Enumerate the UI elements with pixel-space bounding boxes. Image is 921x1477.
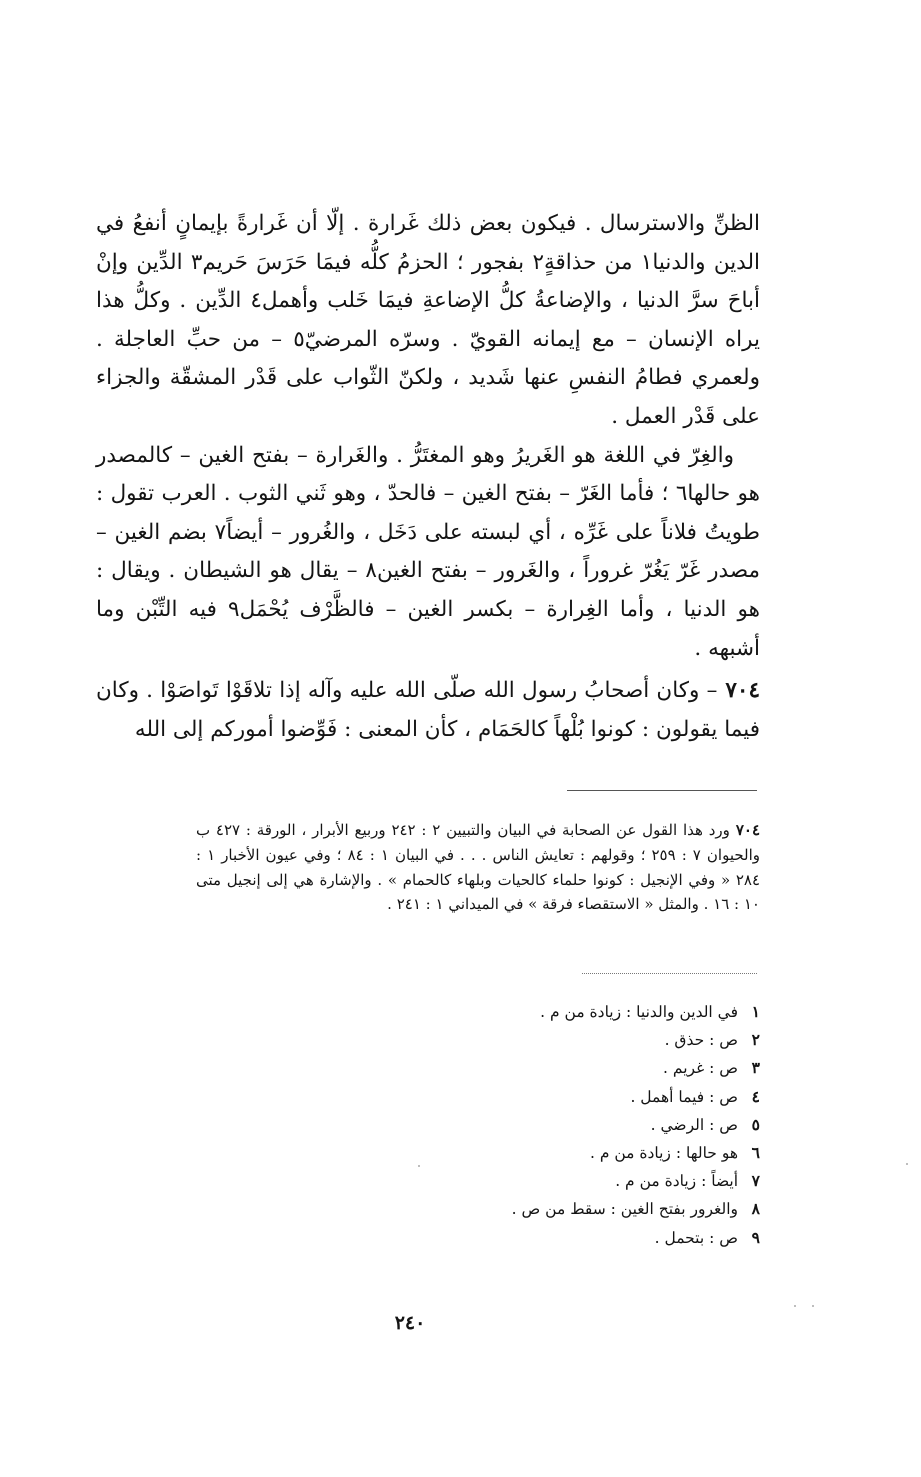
footnote-number: ٣ <box>751 1058 760 1078</box>
footnote-number: ٩ <box>751 1227 760 1247</box>
footnote-number: ٨ <box>751 1199 760 1219</box>
footnote-item <box>380 1139 760 1167</box>
footnote-number: ٧ <box>751 1171 760 1191</box>
entry-number: ٧٠٤ <box>725 678 760 704</box>
footnote-text: ص : بتحمل . <box>654 1228 738 1247</box>
footnote-text: هو حالها : زيادة من م . <box>589 1144 738 1163</box>
footnote-item <box>380 1224 760 1252</box>
footnote-item <box>380 1195 760 1223</box>
source-note <box>196 818 760 917</box>
footnote-text: ص : الرضي . <box>650 1115 738 1134</box>
page-number: ٢٤٠ <box>394 1312 426 1334</box>
scan-speck <box>906 1163 908 1165</box>
footnote-item <box>380 1167 760 1195</box>
scan-speck <box>812 1305 814 1307</box>
footnote-text: ص : حذق . <box>664 1031 738 1050</box>
footnote-number: ٦ <box>751 1143 760 1163</box>
footnote-text: ص : فيما أهمل . <box>630 1087 738 1106</box>
footnote-number: ٢ <box>751 1030 760 1050</box>
footnote-number: ١ <box>751 1002 760 1021</box>
paragraph-3-text: – وكان أصحابُ رسول الله صلّى الله عليه وآله إذا تلاقَوْا تَواصَوْا . وكان فيما يقولون : كونوا بُلْهاً كالحَمَام ، كأن المعنى : فَوِّضوا أموركم إلى الله <box>96 678 760 742</box>
paragraph-2: والغِرّ في اللغة هو الغَريرُ وهو المغتَرُّ . والغَرارة – بفتح الغين – كالمصدر هو حالها٦ ؛ فأما الغَرّ – بفتح الغين – فالحدّ ، وهو ثَني الثوب . العرب تقول : طويتُ فلاناً على غَرِّه ، أي لبسته على دَخَل ، والغُرور – أيضاً٧ بضم الغين – مصدر غَرّ يَغُرّ غروراً ، والغَرور – بفتح الغين٨ – يقال هو الشيطان . ويقال : هو الدنيا ، وأما الغِرارة – بكسر الغين – فالظَّرْف يُحْمَل٩ فيه التِّبْن وما أشبهه . <box>96 442 760 661</box>
footnote-item <box>380 1111 760 1139</box>
footnote-text: أيضاً : زيادة من م . <box>615 1172 738 1191</box>
scan-speck <box>418 1165 420 1167</box>
source-note-text: ورد هذا القول عن الصحابة في البيان والتبيين ٢ : ٢٤٢ وربيع الأبرار ، الورقة : ٤٢٧ ب والحيوان ٧ : ٢٥٩ ؛ وقولهم : تعايش الناس . . . في البيان ١ : ٨٤ ؛ وفي عيون الأخبار ١ : ٢٨٤ « وفي الإنجيل : كونوا حلماء كالحيات وبلهاء كالحمام » . والإشارة هي إلى إنجيل متى ١٠ : ١٦ . والمثل « الاستقصاء فرقة » في الميداني ١ : ٢٤١ . <box>196 821 761 914</box>
footnote-item <box>380 998 760 1026</box>
footnote-item <box>380 1026 760 1054</box>
footnote-item <box>380 1083 760 1111</box>
source-note-number: ٧٠٤ <box>735 821 761 839</box>
footnote-text: ص : غريم . <box>663 1059 738 1078</box>
paragraph-1: الظنِّ والاسترسال . فيكون بعض ذلك غَرارة . إلّا أن غَرارةً بإيمانٍ أنفعُ في الدين والدنيا١ من حذاقةٍ٢ بفجور ؛ الحزمُ كلُّه فيمَا حَرَسَ حَريم٣ الدِّين وإنْ أباحَ سرَّ الدنيا ، والإضاعةُ كلُّ الإضاعةِ فيمَا خَلب وأهمل٤ الدِّين . وكلُّ هذا يراه الإنسان – مع إيمانه القويّ . وسرّه المرضيّ٥ – من حبِّ العاجلة . ولعمري فطامُ النفسِ عنها شَديد ، ولكنّ الثّواب على قَدْر المشقّة والجزاء على قَدْر العمل . <box>96 211 760 429</box>
footnote-number: ٤ <box>751 1086 760 1106</box>
footnote-text: والغرور بفتح الغين : سقط من ص . <box>511 1200 738 1219</box>
footnote-item <box>380 1054 760 1082</box>
footnotes-list <box>380 998 760 1252</box>
dotted-separator <box>582 973 757 974</box>
main-text <box>96 205 760 749</box>
footnote-text: في الدين والدنيا : زيادة من م . <box>540 1003 738 1021</box>
scan-speck <box>794 1305 796 1307</box>
paragraph-3 <box>96 672 760 749</box>
separator-rule <box>567 790 757 791</box>
footnote-number: ٥ <box>751 1114 760 1134</box>
